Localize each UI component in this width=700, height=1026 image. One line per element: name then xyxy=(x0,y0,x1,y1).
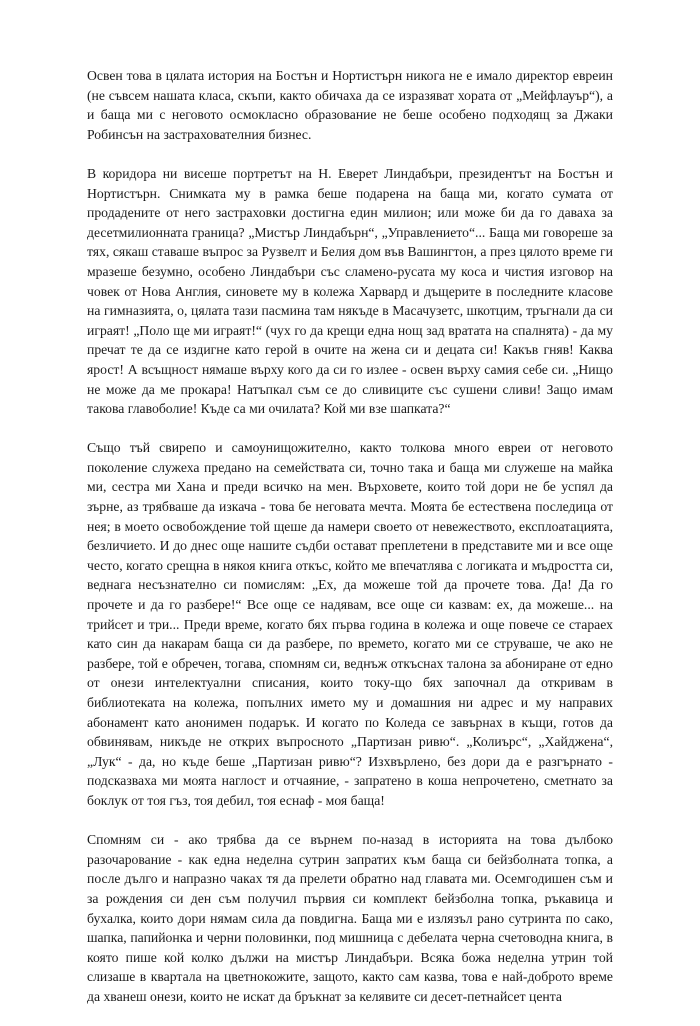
paragraph: Спомням си - ако трябва да се върнем по-назад в историята на това дълбоко разочарование - как една неделна сутрин запратих към баща си бейзболната топка, а после дълго и напразно чаках тя да прелети обратно над главата ми. Осемгодишен съм и за рождения си ден съм получил първия си комплект бейзболна топка, ръкавица и бухалка, които дори нямам сила да повдигна. Баща ми е излязъл рано сутринта по сако, шапка, папийонка и черни половинки, под мишница с дебелата черна счетоводна книга, в която пише кой колко дължи на мистър Линдабъри. Всяка божа неделна утрин той слизаше в квартала на цветнокожите, защото, както сам казва, това е най-доброто време да хванеш онези, които не искат да бръкнат за келявите си десет-петнайсет цента xyxy=(87,832,613,1004)
body-text xyxy=(87,66,613,1026)
paragraph: Освен това в цялата история на Бостън и Нортистърн никога не е имало директор евреин (не съвсем нашата класа, скъпи, както обичаха да се изразяват хората от „Мейфлауър“), а и баща ми с неговото осмокласно образование не беше особено подходящ за Джаки Робинсън на застрахователния бизнес. xyxy=(87,68,613,142)
paragraph: В коридора ни висеше портретът на Н. Еверет Линдабъри, президентът на Бостън и Нортистърн. Снимката му в рамка беше подарена на баща ми, когато сумата от продадените от него застраховки достигна един милион; или може би да го даваха за десетмилионната граница? „Мистър Линдабърн“, „Управлението“... Баща ми говореше за тях, сякаш ставаше въпрос за Рузвелт и Белия дом във Вашингтон, а през цялото време ги мразеше безумно, особено Линдабъри със сламено-русата му коса и чистия изговор на човек от Нова Англия, синовете му в колежа Харвард и дъщерите в последните класове на гимназията, о, цялата тази пасмина там някъде в Масачузетс, шкотцим, тръгнали да си играят! „Поло ще ми играят!“ (чух го да крещи една нощ зад вратата на спалнята) - да му пречат те да се издигне като герой в очите на жена си и децата си! Какъв гняв! Каква ярост! А всъщност нямаше върху кого да си го излее - освен върху самия себе си. „Нищо не може да ме прокара! Натъпкал съм се до сливиците със сушени сливи! Защо имам такова главоболие! Къде са ми очилата? Кой ми взе шапката?“ xyxy=(87,165,613,417)
paragraph: Също тъй свирепо и самоунищожително, както толкова много евреи от неговото поколение служеха предано на семействата си, точно така и баща ми служеше на майка ми, сестра ми Хана и преди всичко на мен. Върховете, които той дори не бе успял да зърне, аз трябваше да изкача - това бе неговата мечта. Моята бе естествена последица от нея; в моето освобождение той щеше да намери своето от невежеството, експлоатацията, безличието. И до днес още нашите съдби остават преплетени в представите ми и все още честo, когато срещна в някоя книга откъс, който ме впечатлява с логиката и мъдростта си, веднага несъзнателно си помислям: „Ех, да можеше той да прочете това. Да! Да го прочете и да го разбере!“ Все още се надявам, все още си казвам: ех, да можеше... на трийсет и три... Преди време, когато бях първа година в колежа и още повече се стараех като син да накарам баща си да разбере, по времето, когато ми се струваше, че ако не разбере, той е обречен, тогава, спомням си, веднъж откъснах талона за абониране от едно от онези интелектуални списания, които току-що бях започнал да откривам в библиотеката на колежа, попълних името му и домашния ни адрес и му направих абонамент като анонимен подарък. И когато по Коледа се завърнах в къщи, готов да обвинявам, никъде не открих въпросното „Партизан ривю“. „Колиърс“, „Хайджена“, „Лук“ - да, но къде беше „Партизан ривю“? Изхвърлено, без дори да е разгърнато - подсказваха ми моята наглост и отчаяние, - запратено в коша непрочетено, сметнато за боклук от тоя гъз, тоя дебил, тоя еснаф - моя баща! xyxy=(87,440,613,808)
